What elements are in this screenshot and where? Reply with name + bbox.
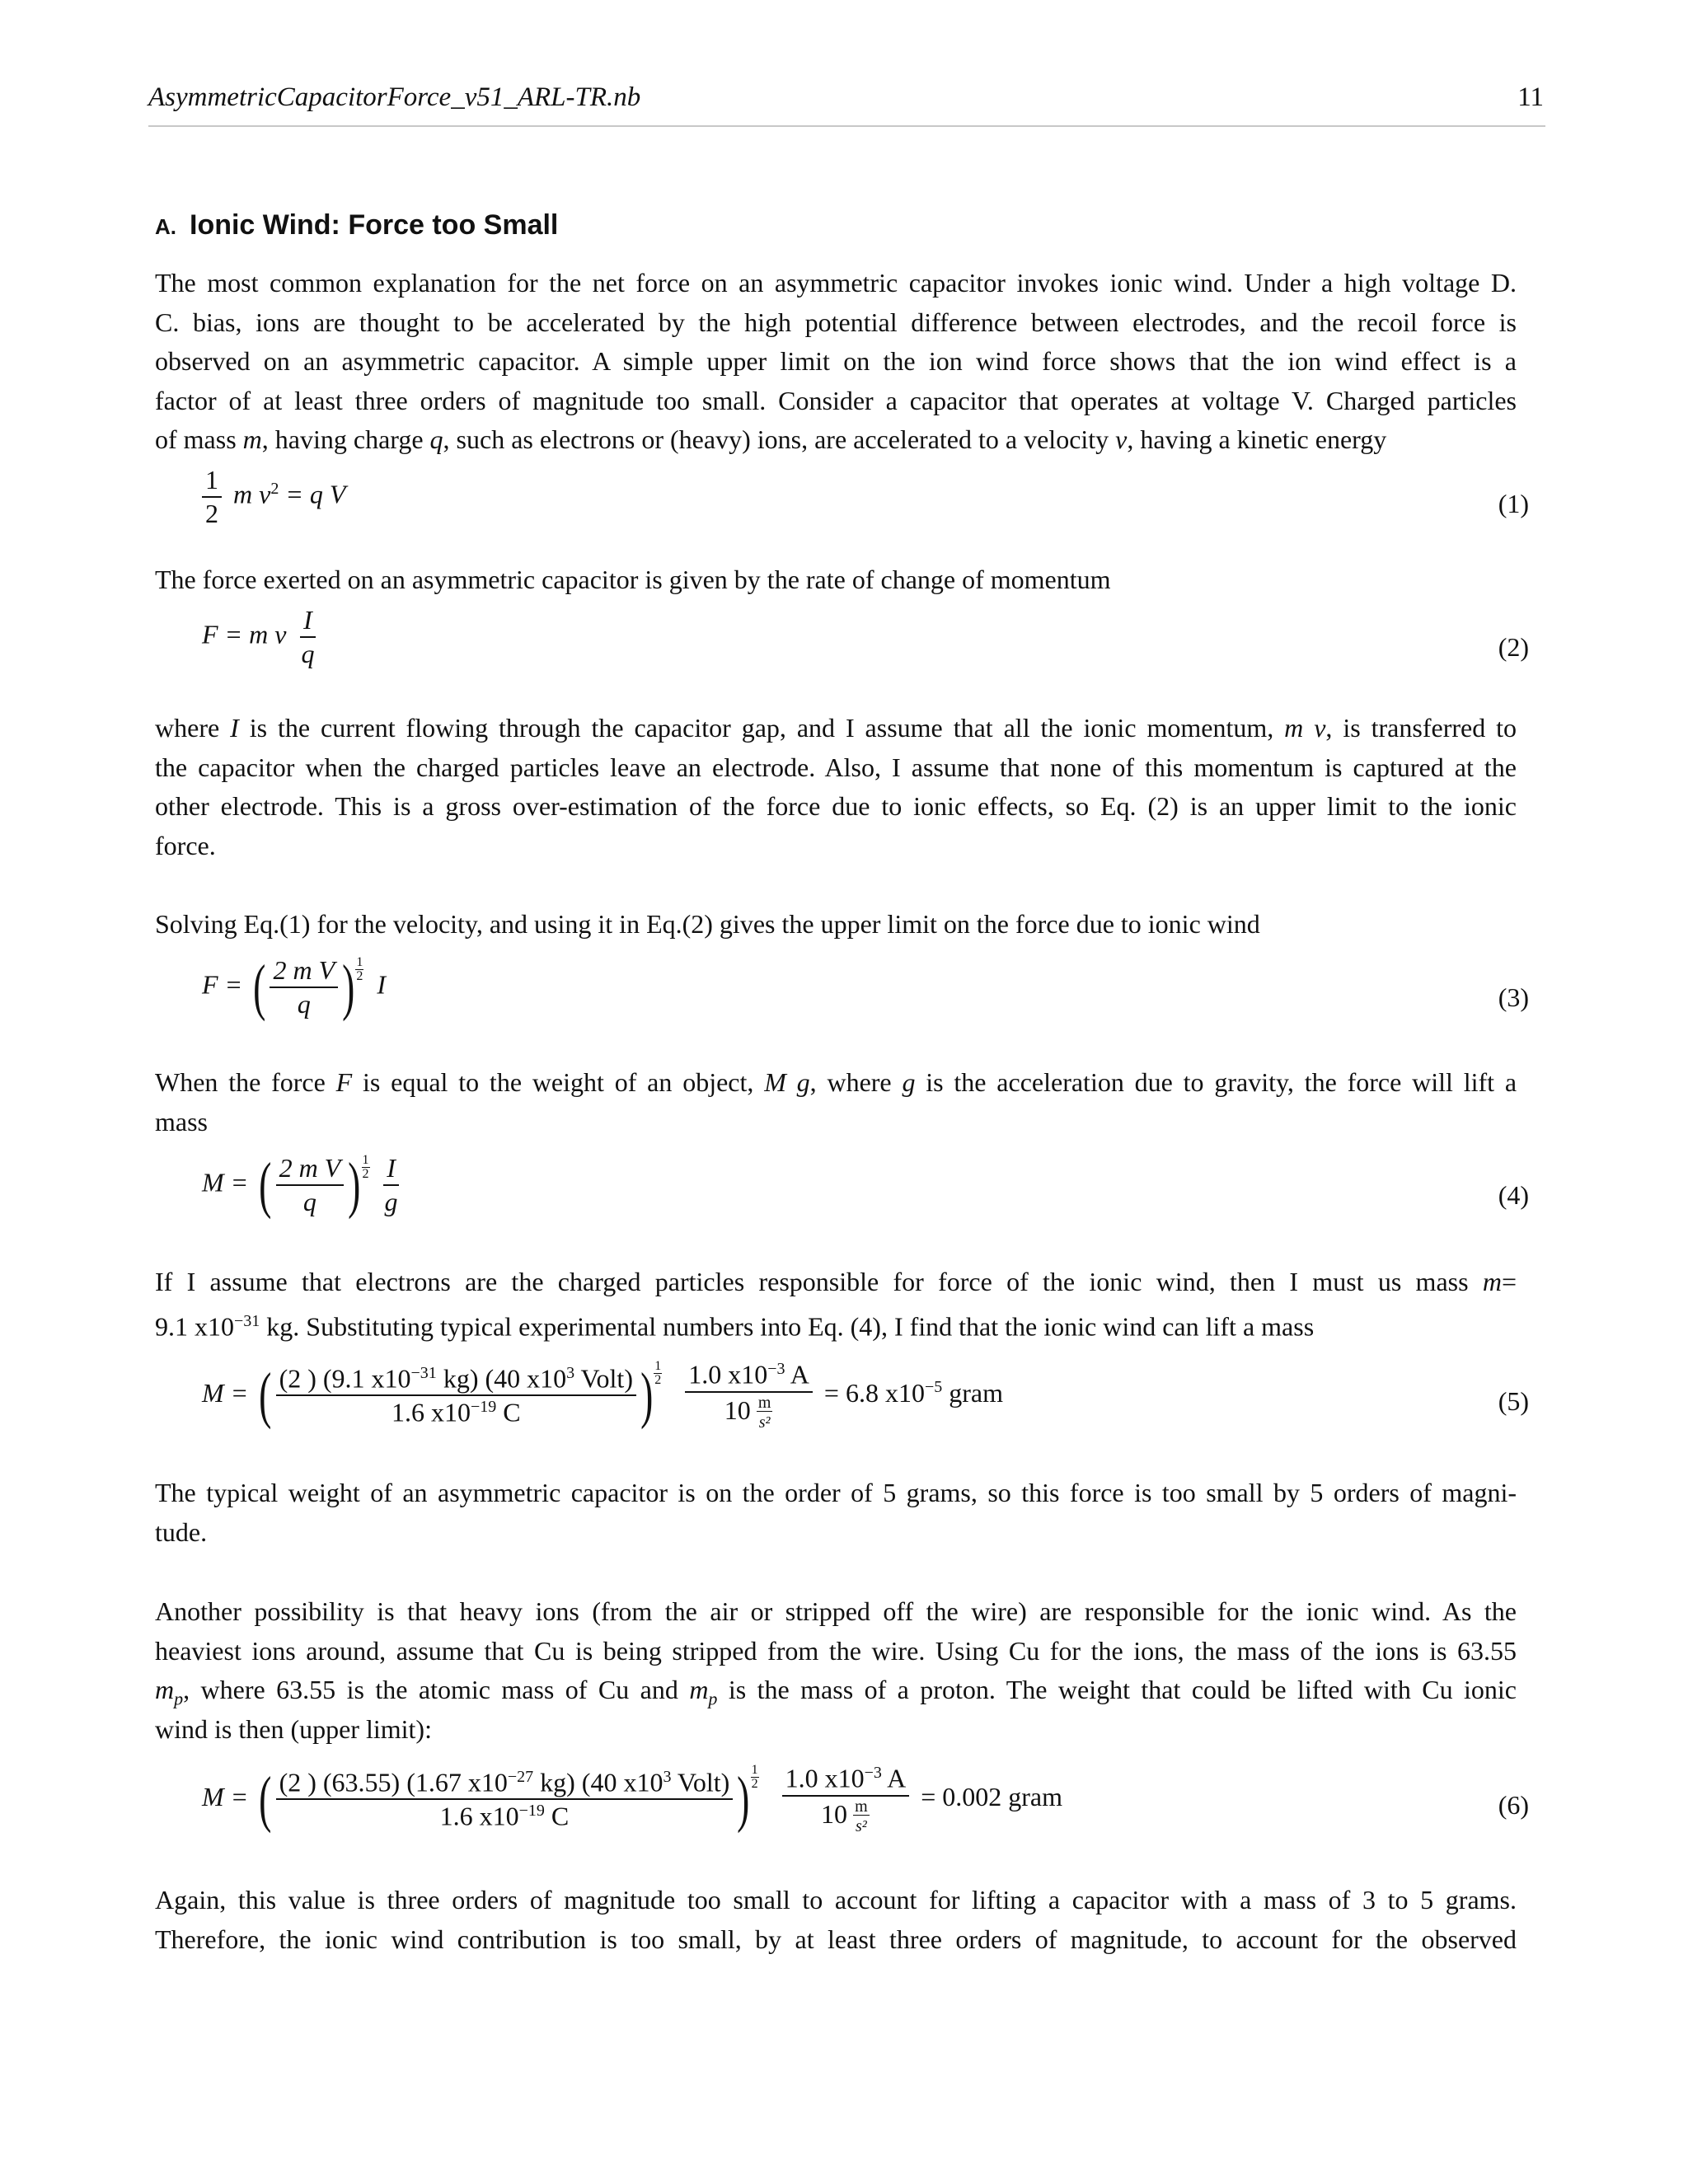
- text-line: wind is then (upper limit):: [155, 1713, 432, 1744]
- text-line: Another possibility is that heavy ions (from the air or stripped off the wire) are responsible for the ionic wind. As the: [155, 1596, 1517, 1626]
- fraction: 1.0 $x10^{-3}$ A 10 $\frac{m}{\text{s²}}$: [782, 1764, 910, 1835]
- equation-4: M = ( $\frac{\text{2 m V}}{q}$ ) $\frac{1}{2}$ $\frac{I}{g}$ (4): [202, 1151, 1529, 1221]
- text-line: observed on an asymmetric capacitor. A simple upper limit on the ion wind force shows that the ion wind effect is a: [155, 346, 1517, 376]
- text-line: The force exerted on an asymmetric capacitor is given by the rate of change of momentum: [155, 565, 1111, 594]
- exponent-half: $\frac{1}{2}$: [362, 1153, 369, 1181]
- equation-number: (1): [1498, 489, 1529, 518]
- exponent-half: $\frac{1}{2}$: [356, 955, 363, 983]
- equation-5: M = ( $\frac{(2 ) (9.1 x10^{-31} kg) (40 x10^3 Volt)}{1.6 x10^{-19} C}$ ) $\frac{1}{2}$ 1.0 $x10^{-3}$ A 10 $\frac{m}{\text{s²}}$ = 6.8 $x10^{-5}$ gram (5): [202, 1359, 1529, 1432]
- paragraph-assumption: [155, 709, 1517, 865]
- equation-number: (6): [1498, 1790, 1529, 1820]
- paragraph-intro: [155, 264, 1517, 460]
- text-line: where I is the current flowing through the capacitor gap, and I assume that all the ionic momentum, m v, is transferred to: [155, 713, 1517, 743]
- equation-2: F = m v $\frac{I}{q}$ (2): [202, 605, 1529, 669]
- text-line: tude.: [155, 1516, 208, 1547]
- paragraph-weight: [155, 1063, 1517, 1141]
- text-line: If I assume that electrons are the charged particles responsible for force of the ionic wind, then I must us mass m=: [155, 1267, 1517, 1296]
- text-line: $m_p$, where 63.55 is the atomic mass of Cu and $m_p$ is the mass of a proton. The weight that could be lifted with Cu ionic: [155, 1675, 1517, 1709]
- paragraph-conclusion: [155, 1881, 1517, 1959]
- fraction: $\frac{(2 ) (9.1 x10^{-31} kg) (40 x10^3 Volt)}{1.6 x10^{-19} C}$: [276, 1364, 636, 1428]
- equation-3: F = ( $\frac{\text{2 m V}}{q}$ ) $\frac{1}{2}$ I (3): [202, 953, 1529, 1023]
- text-line: When the force F is equal to the weight of an object, M g, where g is the acceleration due to gravity, the force will lift a: [155, 1067, 1517, 1097]
- fraction: $\frac{\text{2 m V}}{q}$: [270, 956, 338, 1019]
- text-line: the capacitor when the charged particles leave an electrode. Also, I assume that none of this momentum is captured at the: [155, 752, 1517, 782]
- equation-number: (5): [1498, 1386, 1529, 1416]
- text-line: force.: [155, 830, 216, 860]
- text-line: other electrode. This is a gross over-estimation of the force due to ionic effects, so Eq. (2) is an upper limit to the ionic: [155, 791, 1517, 821]
- text-line: heaviest ions around, assume that Cu is being stripped from the wire. Using Cu for the ions, the mass of the ions is 63.55: [155, 1635, 1517, 1666]
- equation-number: (4): [1498, 1180, 1529, 1210]
- fraction: $\frac{I}{q}$: [301, 605, 315, 669]
- equation-1: $\frac{1}{2}$ m $v^2 = q$ V (1): [202, 466, 1529, 556]
- page-header: [148, 82, 1545, 127]
- paragraph-typical-weight: [155, 1474, 1517, 1552]
- text-line: C. bias, ions are thought to be accelerated by the high potential difference between electrodes, and the recoil force is: [155, 307, 1517, 337]
- section-title: Ionic Wind: Force too Small: [190, 209, 559, 241]
- section-label: A.: [155, 214, 176, 239]
- text-line: The typical weight of an asymmetric capacitor is on the order of 5 grams, so this force is too small by 5 orders of magni-: [155, 1478, 1517, 1507]
- page-number: 11: [1517, 82, 1544, 112]
- fraction: $\frac{(2 ) (63.55) (1.67 x10^{-27} kg) (40 x10^3 Volt)}{1.6 x10^{-19} C}$: [276, 1768, 734, 1832]
- fraction: $\frac{\text{2 m V}}{q}$: [276, 1154, 345, 1216]
- equation-number: (3): [1498, 982, 1529, 1012]
- text-line: The most common explanation for the net force on an asymmetric capacitor invokes ionic wind. Under a high voltage D.: [155, 268, 1517, 298]
- section-heading: [155, 209, 558, 241]
- paragraph-electrons: [155, 1263, 1517, 1341]
- text-line: Solving Eq.(1) for the velocity, and using it in Eq.(2) gives the upper limit on the force due to ionic wind: [155, 909, 1260, 939]
- exponent-half: $\frac{1}{2}$: [654, 1359, 662, 1387]
- paragraph-momentum: [155, 560, 1517, 600]
- text-line: of mass m, having charge q, such as electrons or (heavy) ions, are accelerated to a velocity v, having a kinetic energy: [155, 424, 1387, 454]
- text-line: mass: [155, 1106, 208, 1137]
- equation-number: (2): [1498, 632, 1529, 662]
- paragraph-heavy-ions: [155, 1592, 1517, 1749]
- fraction: $\frac{1}{2}$: [202, 466, 222, 528]
- text-line: 9.1 $x10^{-31}$ kg. Substituting typical experimental numbers into Eq. (4), I find that the ionic wind can lift a mass: [155, 1311, 1315, 1342]
- paragraph-solving: [155, 905, 1517, 944]
- exponent-half: $\frac{1}{2}$: [751, 1763, 758, 1791]
- fraction: 1.0 $x10^{-3}$ A 10 $\frac{m}{\text{s²}}$: [685, 1360, 813, 1432]
- text-line: Therefore, the ionic wind contribution is too small, by at least three orders of magnitude, to account for the observed: [155, 1924, 1517, 1954]
- fraction: $\frac{I}{g}$: [384, 1153, 398, 1217]
- equation-6: M = ( $\frac{(2 ) (63.55) (1.67 x10^{-27} kg) (40 x10^3 Volt)}{1.6 x10^{-19} C}$ ) $\frac{1}{2}$ 1.0 $x10^{-3}$ A 10 $\frac{m}{\text{s²}}$ = 0.002 gram (6): [202, 1763, 1529, 1835]
- text-line: factor of at least three orders of magnitude too small. Consider a capacitor that operates at voltage V. Charged particles: [155, 385, 1517, 415]
- text-line: Again, this value is three orders of magnitude too small to account for lifting a capacitor with a mass of 3 to 5 grams.: [155, 1885, 1517, 1915]
- header-filename: AsymmetricCapacitorForce_v51_ARL-TR.nb: [148, 82, 641, 112]
